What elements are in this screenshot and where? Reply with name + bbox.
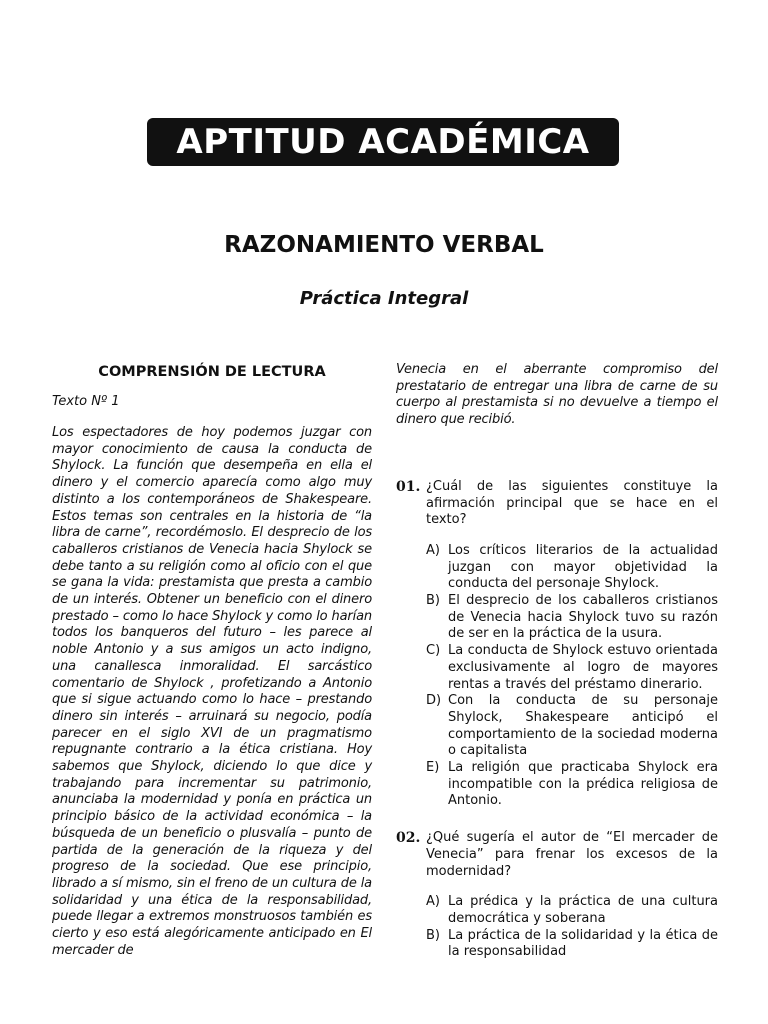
option-letter: C) <box>426 643 441 659</box>
option-letter: E) <box>426 760 440 776</box>
reading-passage: Los espectadores de hoy podemos juzgar con mayor conocimiento de causa la conducta de Shylock. La función que desempeña en ella el dinero y el comercio aparecía como algo muy distinto a los contemporáneos de Shakespeare. Estos temas son centrales en la historia de “la libra de carne”, recordémoslo. El desprecio de los caballeros cristianos de Venecia hacia Shylock se debe tanto a su religión como al oficio con el que se gana la vida: prestamista que presta a cambio de un interés. Obtener un beneficio con el dinero prestado – como lo hace Shylock y como lo harían todos los banqueros del futuro – les parece al noble Antonio y a sus amigos un acto indigno, una canallesca inmoralidad. El sarcástico comentario de Shylock , profetizando a Antonio que si sigue actuando como lo hace – prestando dinero sin interés – arruinará su negocio, podía parecer en el siglo XVI de un pragmatismo repugnante contrario a la ética cristiana. Hoy sabemos que Shylock, diciendo lo que dice y trabajando para incrementar su patrimonio, anunciaba la modernidad y ponía en práctica un principio básico de la actividad económica – la búsqueda de un beneficio o plusvalía – punto de partida de la generación de la riqueza y del progreso de la sociedad. Que ese principio, librado a sí mismo, sin el freno de un cultura de la solidaridad y una ética de la responsabilidad, puede llegar a extremos monstruosos también es cierto y eso está alegóricamente anticipado en El mercader de <box>52 425 372 958</box>
option-a <box>426 543 718 593</box>
option-c <box>426 643 718 693</box>
option-text: La religión que practicaba Shylock era incompatible con la prédica religiosa de Antonio. <box>448 760 718 809</box>
right-column <box>396 362 718 981</box>
question-2-options <box>426 894 718 961</box>
question-text: ¿Cuál de las siguientes constituye la afirmación principal que se hace en el texto? <box>426 478 718 528</box>
subject-title: RAZONAMIENTO VERBAL <box>224 232 544 258</box>
option-letter: B) <box>426 927 440 943</box>
option-text: La conducta de Shylock estuvo orientada exclusivamente al logro de mayores rentas a través del préstamo dinerario. <box>448 643 718 692</box>
option-letter: A) <box>426 894 440 910</box>
option-text: La prédica y la práctica de una cultura democrática y soberana <box>448 894 718 926</box>
practice-title: Práctica Integral <box>299 288 469 309</box>
option-text: La práctica de la solidaridad y la ética de la responsabilidad <box>448 927 718 960</box>
option-letter: D) <box>426 693 442 709</box>
option-e <box>426 760 718 810</box>
option-text: Los críticos literarios de la actualidad juzgan con mayor objetividad la conducta del personaje Shylock. <box>448 542 718 592</box>
option-text: El desprecio de los caballeros cristianos de Venecia hacia Shylock tuvo su razón de ser en la práctica de la usura. <box>448 593 718 642</box>
option-b <box>426 593 718 643</box>
question-1-options <box>426 543 718 810</box>
reading-passage-continued: Venecia en el aberrante compromiso del prestatario de entregar una libra de carne de su cuerpo al prestamista si no devuelve a tiempo el dinero que recibió. <box>396 362 718 428</box>
section-banner: APTITUD ACADÉMICA <box>147 118 619 166</box>
option-letter: A) <box>426 542 440 558</box>
question-2 <box>396 830 718 880</box>
option-d <box>426 693 718 760</box>
reading-heading: COMPRENSIÓN DE LECTURA <box>98 364 326 380</box>
question-number: 02. <box>396 830 421 847</box>
question-1 <box>396 479 718 529</box>
left-column <box>52 362 372 960</box>
option-a <box>426 894 718 927</box>
option-b <box>426 928 718 961</box>
option-letter: B) <box>426 593 440 609</box>
option-text: Con la conducta de su personaje Shylock, Shakespeare anticipó el comportamiento de la sociedad moderna o capitalista <box>448 693 718 759</box>
text-label: Texto Nº 1 <box>52 394 120 409</box>
question-text: ¿Qué sugería el autor de “El mercader de Venecia” para frenar los excesos de la modernidad? <box>426 830 718 879</box>
question-number: 01. <box>396 478 421 495</box>
